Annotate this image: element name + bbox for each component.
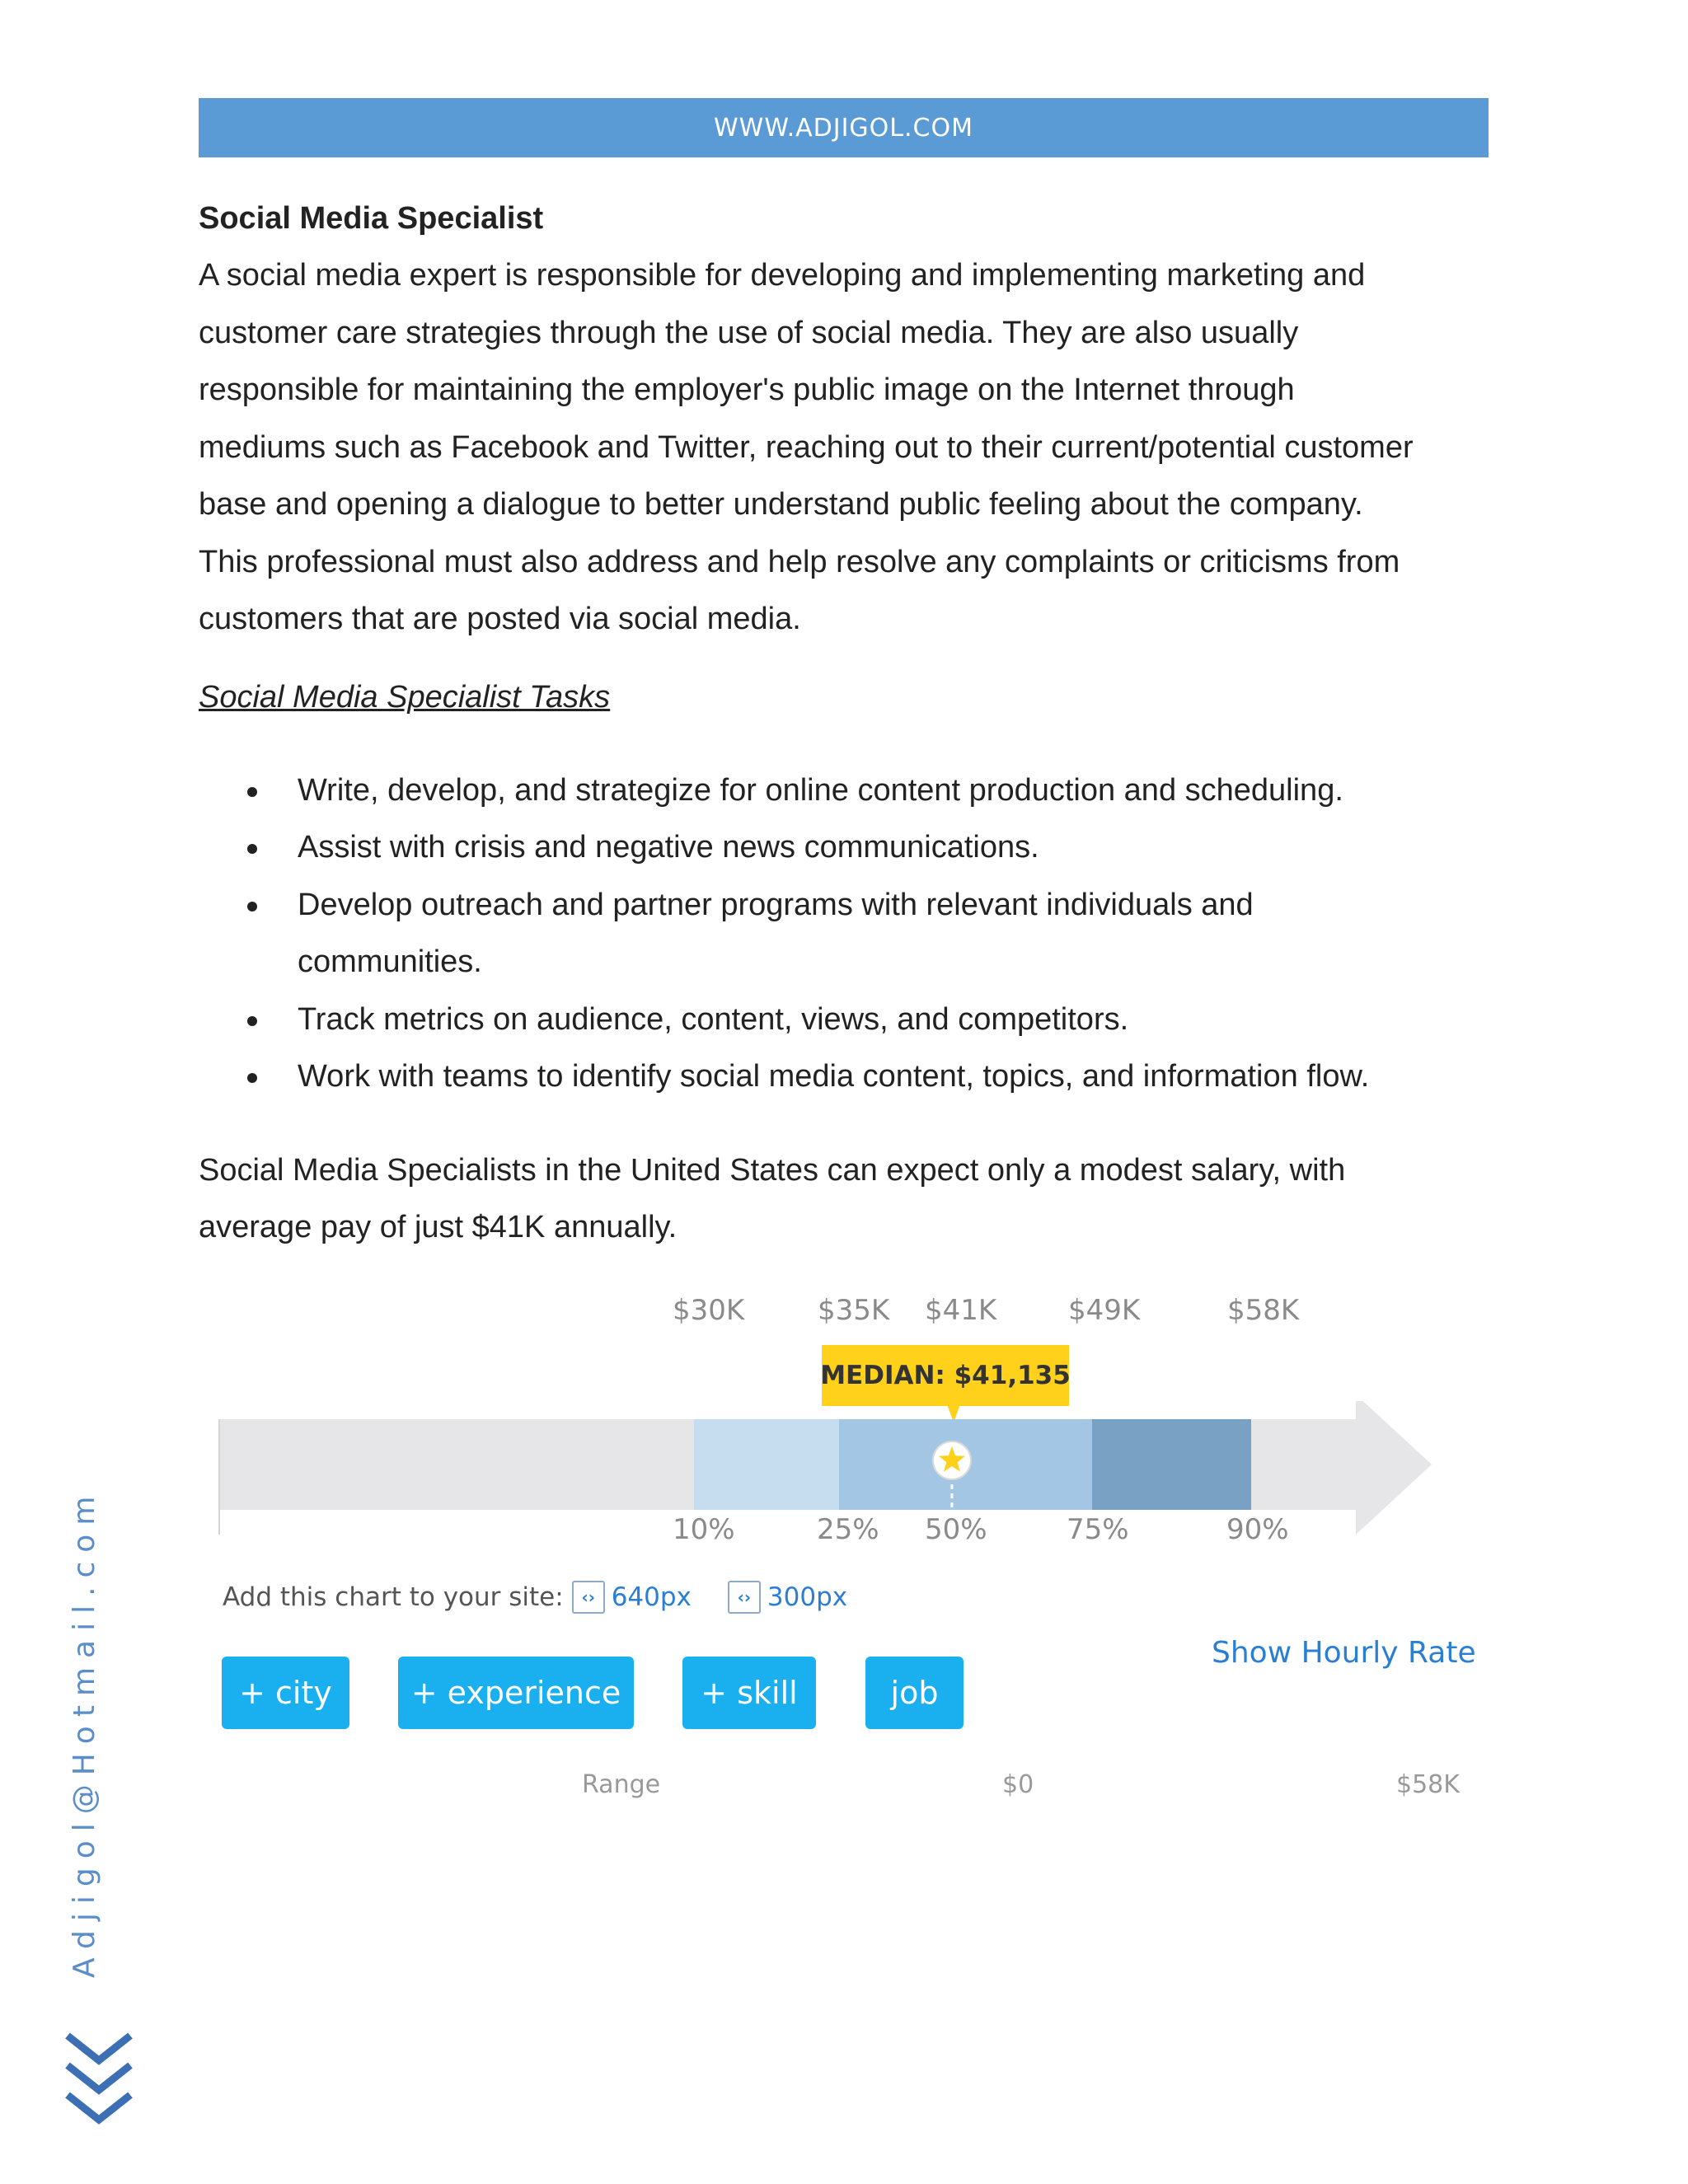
tick-label-top: $58K — [1227, 1294, 1300, 1327]
salary-line: Social Media Specialists in the United States can expect only a modest salary, with — [199, 1152, 1346, 1188]
bullet-icon — [247, 1073, 257, 1083]
description-line: responsible for maintaining the employer's public image on the Internet through — [199, 373, 1295, 407]
band-10-25 — [694, 1419, 839, 1510]
tasks-heading: Social Media Specialist Tasks — [199, 679, 611, 715]
article — [199, 190, 1501, 1257]
tick-label-bottom: 90% — [1226, 1513, 1289, 1546]
tick-label-top: $41K — [925, 1294, 997, 1327]
tick-label-bottom: 75% — [1067, 1513, 1129, 1546]
add-experience-button[interactable]: + experience — [398, 1657, 634, 1729]
embed-row — [223, 1581, 847, 1614]
description-line: A social media expert is responsible for developing and implementing marketing and — [199, 258, 1366, 293]
description-line: customers that are posted via social media. — [199, 602, 801, 636]
site-banner — [199, 98, 1489, 157]
task-item: Assist with crisis and negative news communications. — [199, 819, 1501, 877]
salary-line: average pay of just $41K annually. — [199, 1210, 678, 1244]
median-callout: MEDIAN: $41,135 — [822, 1345, 1069, 1406]
code-file-icon[interactable]: ‹› — [728, 1581, 761, 1614]
tick-label-bottom: 10% — [673, 1513, 735, 1546]
task-item-continuation: communities. — [298, 944, 482, 979]
description-line: This professional must also address and help resolve any complaints or criticisms from — [199, 544, 1400, 579]
task-item: Work with teams to identify social media content, topics, and information flow. — [199, 1048, 1501, 1106]
chevron-down-icon — [63, 2027, 137, 2135]
code-file-icon[interactable]: ‹› — [572, 1581, 605, 1614]
add-skill-button[interactable]: + skill — [682, 1657, 816, 1729]
page-title: Social Media Specialist — [199, 201, 544, 236]
embed-300-link[interactable]: 300px — [767, 1582, 848, 1612]
job-button[interactable]: job — [865, 1657, 964, 1729]
embed-640-link[interactable]: 640px — [611, 1582, 692, 1612]
contact-email: Adjigol@Hotmail.com — [68, 1487, 101, 1978]
range-max: $58K — [1396, 1770, 1460, 1799]
task-item: Track metrics on audience, content, views, and competitors. — [199, 991, 1501, 1049]
task-item: Develop outreach and partner programs with relevant individuals and — [199, 877, 1501, 935]
bullet-icon — [247, 787, 257, 797]
tick-label-top: $35K — [818, 1294, 890, 1327]
tick-label-top: $30K — [673, 1294, 745, 1327]
range-min: $0 — [1002, 1770, 1034, 1799]
bullet-icon — [247, 902, 257, 912]
description-line: customer care strategies through the use of social media. They are also usually — [199, 315, 1299, 350]
tasks-list — [199, 762, 1501, 1106]
add-city-button[interactable]: + city — [222, 1657, 349, 1729]
tick-label-top: $49K — [1068, 1294, 1141, 1327]
description-line: mediums such as Facebook and Twitter, reaching out to their current/potential customer — [199, 429, 1414, 465]
site-url: WWW.ADJIGOL.COM — [714, 113, 973, 143]
description-line: base and opening a dialogue to better understand public feeling about the company. — [199, 487, 1363, 522]
embed-label: Add this chart to your site: — [223, 1582, 564, 1612]
salary-summary — [199, 1142, 1501, 1257]
salary-range-bar — [218, 1401, 1438, 1582]
show-hourly-rate-link[interactable]: Show Hourly Rate — [1212, 1636, 1476, 1670]
description — [199, 247, 1501, 649]
bullet-icon — [247, 1016, 257, 1026]
band-75-90 — [1092, 1419, 1251, 1510]
tick-label-bottom: 50% — [925, 1513, 987, 1546]
task-item: Write, develop, and strategize for online content production and scheduling. — [199, 762, 1501, 820]
tick-label-bottom: 25% — [817, 1513, 879, 1546]
range-label: Range — [582, 1770, 661, 1799]
bullet-icon — [247, 844, 257, 854]
